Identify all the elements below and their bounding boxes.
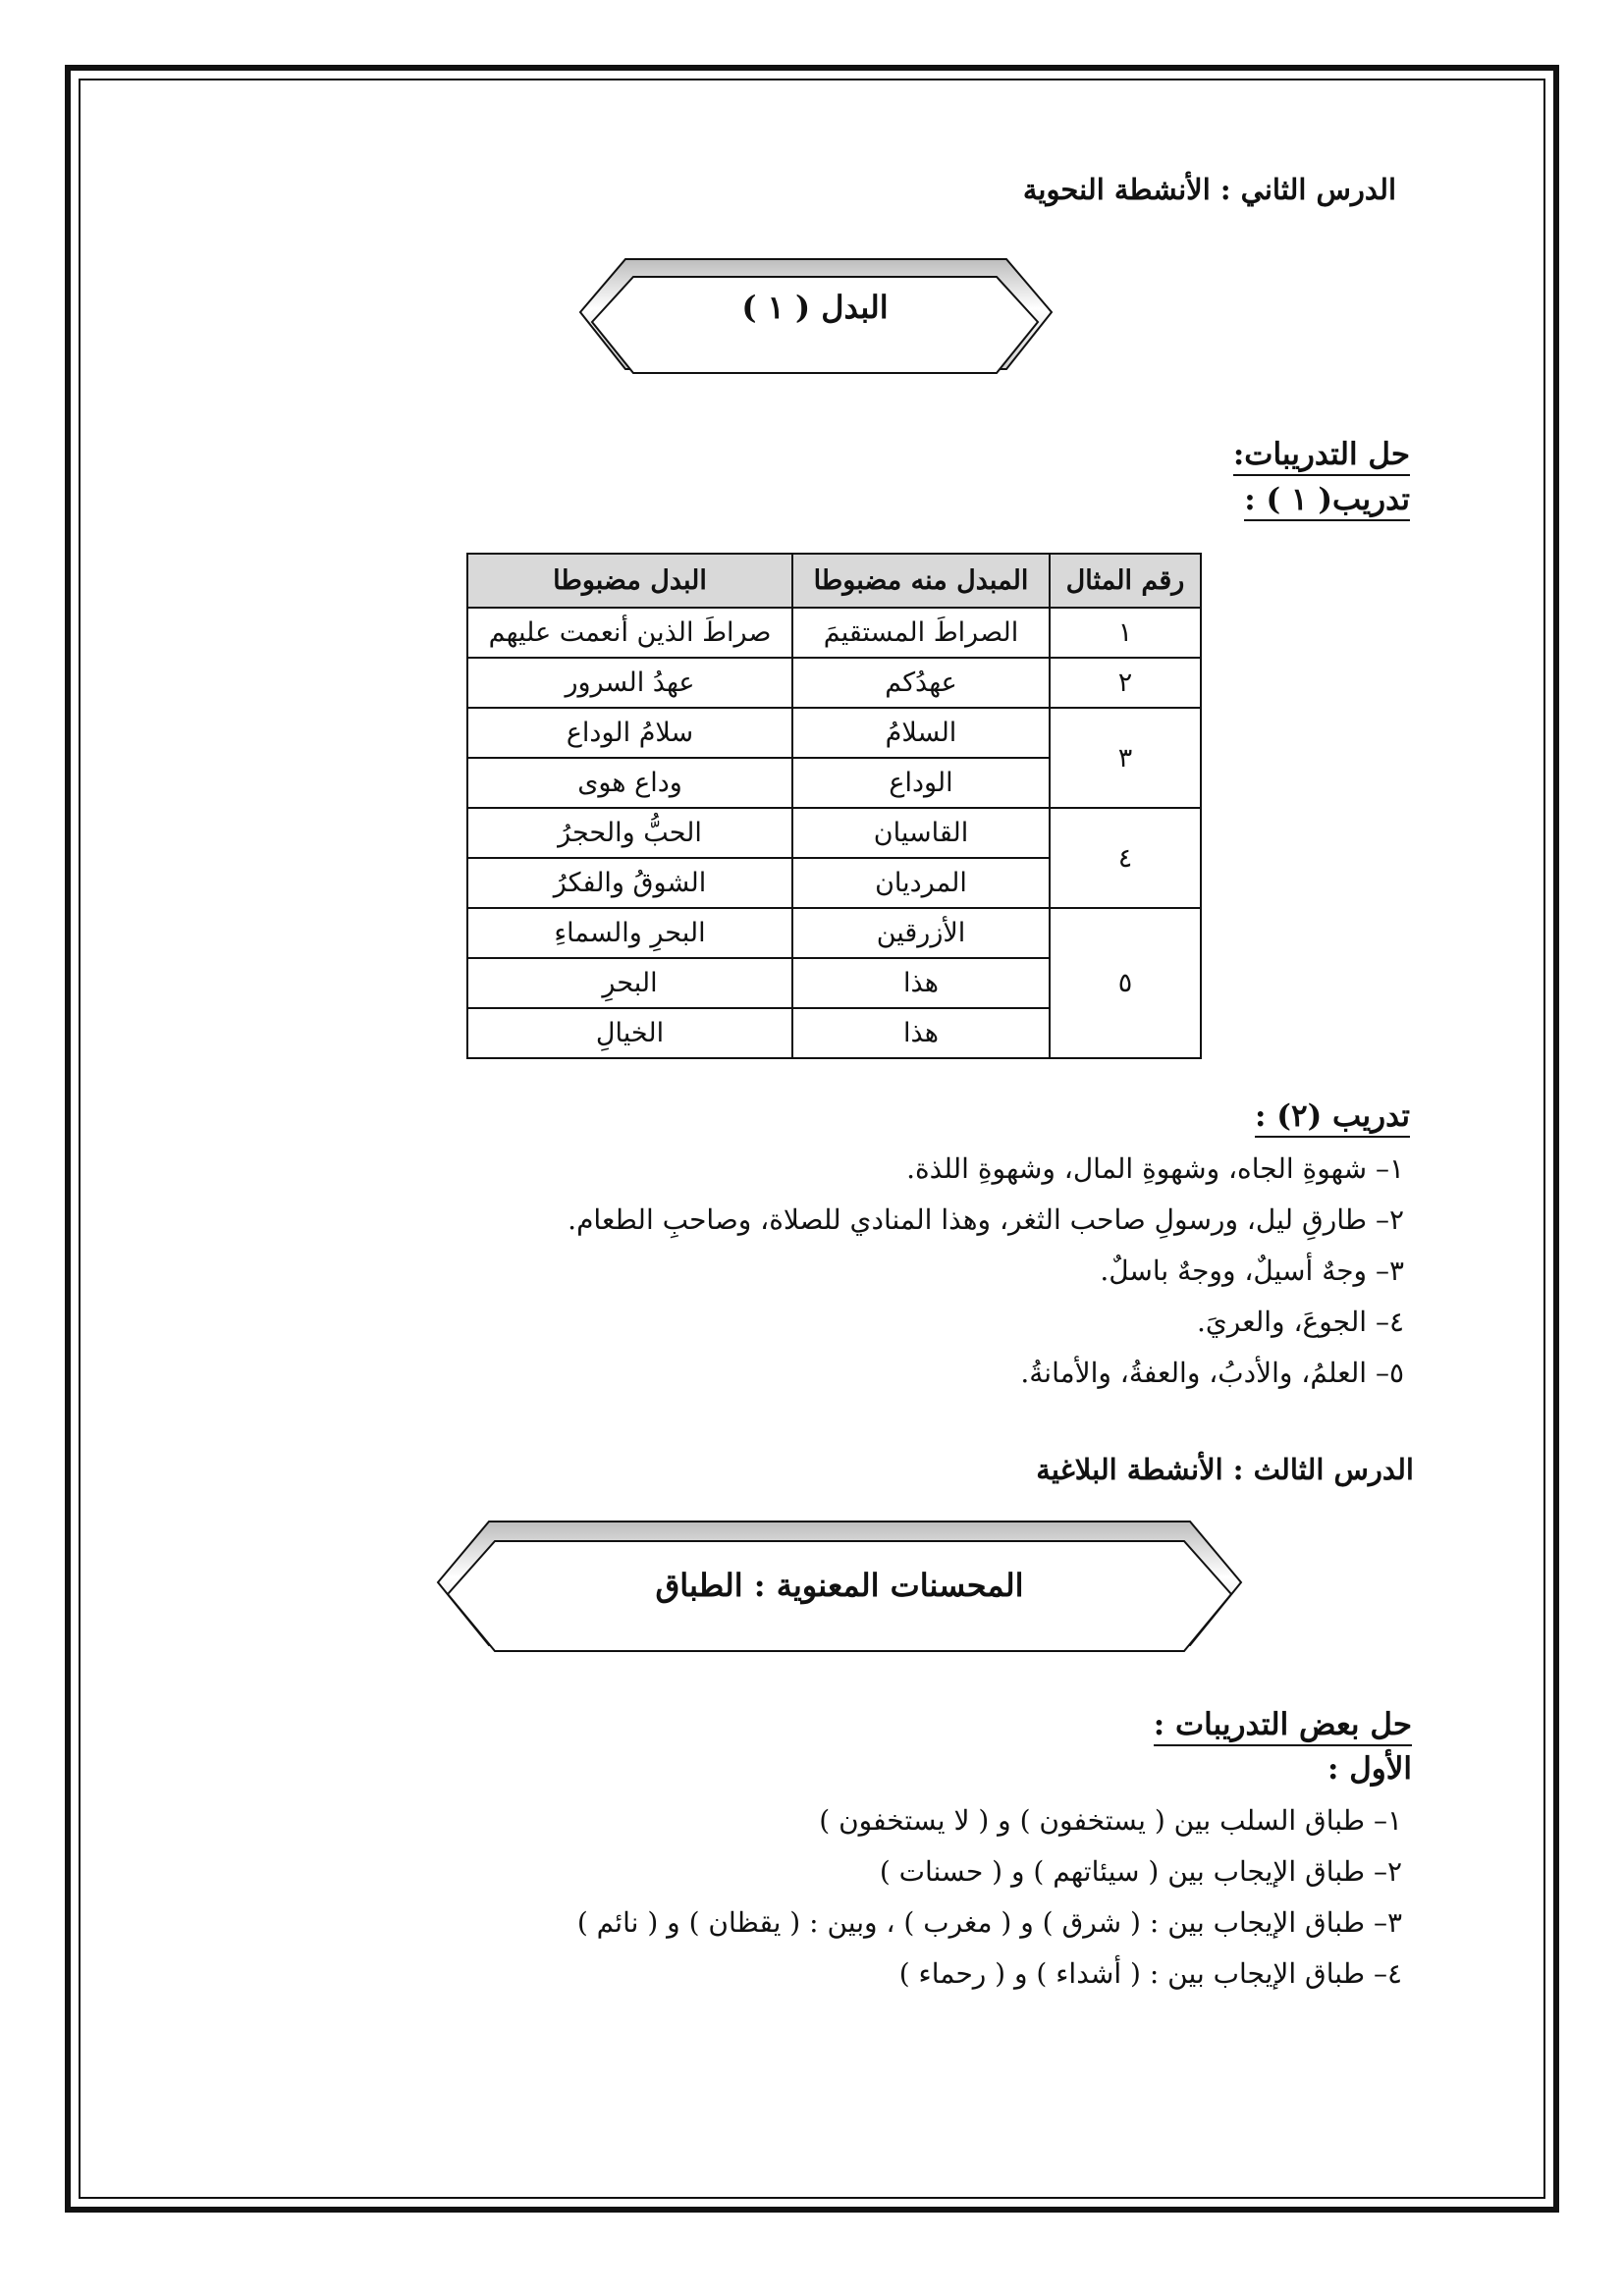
tibaq-item: ٢– طباق الإيجاب بين ( سيئاتهم ) و ( حسنات )	[879, 1855, 1402, 1888]
mubdal-cell: هذا	[792, 1008, 1050, 1058]
exercise2-item: ٢– طارقِ ليل، ورسولِ صاحب الثغر، وهذا المنادي للصلاة، وصاحبِ الطعام.	[568, 1203, 1404, 1236]
example-number: ٢	[1050, 658, 1201, 708]
exercise2-item: ٤– الجوعَ، والعريَ.	[1196, 1306, 1404, 1338]
banner-tibaq	[432, 1516, 1247, 1655]
exercise2-item: ٣– وجهٌ أسيلٌ، ووجهٌ باسلٌ.	[1100, 1255, 1404, 1287]
mubdal-cell: المرديان	[792, 858, 1050, 908]
example-number: ١	[1050, 608, 1201, 658]
header-badal: البدل مضبوطا	[467, 554, 792, 608]
banner-badal-text: البدل ( ١ )	[741, 289, 889, 326]
badal-cell: صراطَ الذين أنعمت عليهم	[467, 608, 792, 658]
badal-cell: سلامُ الوداع	[467, 708, 792, 758]
mubdal-cell: القاسيان	[792, 808, 1050, 858]
badal-cell: الحبُّ والحجرُ	[467, 808, 792, 858]
solutions-heading: حل التدريبات:	[1233, 436, 1410, 476]
badal-cell: عهدُ السرور	[467, 658, 792, 708]
table-row	[467, 708, 1201, 758]
badal-cell: البحرِ والسماءِ	[467, 908, 792, 958]
badal-cell: البحرِ	[467, 958, 792, 1008]
table-row	[467, 808, 1201, 858]
badal-cell: الشوقُ والفكرُ	[467, 858, 792, 908]
lesson3-title: الدرس الثالث : الأنشطة البلاغية	[1036, 1453, 1414, 1486]
exercise1-heading: تدريب( ١ ) :	[1244, 481, 1410, 521]
mubdal-cell: السلامُ	[792, 708, 1050, 758]
table-header-row	[467, 554, 1201, 608]
banner-tibaq-text: المحسنات المعنوية : الطباق	[655, 1567, 1024, 1604]
badal-cell: وداع هوى	[467, 758, 792, 808]
mubdal-cell: الأزرقين	[792, 908, 1050, 958]
mubdal-cell: عهدُكم	[792, 658, 1050, 708]
tibaq-item: ٤– طباق الإيجاب بين : ( أشداء ) و ( رحماء )	[898, 1957, 1402, 1990]
table-row	[467, 608, 1201, 658]
tibaq-item: ١– طباق السلب بين ( يستخفون ) و ( لا يستخفون )	[819, 1804, 1402, 1837]
exercise1-table	[466, 553, 1202, 1059]
exercise2-item: ٥– العلمُ، والأدبُ، والعفةُ، والأمانةُ.	[1020, 1357, 1404, 1389]
table-row	[467, 908, 1201, 958]
example-number: ٣	[1050, 708, 1201, 808]
mubdal-cell: هذا	[792, 958, 1050, 1008]
mubdal-cell: الوداع	[792, 758, 1050, 808]
exercise2-heading: تدريب (٢) :	[1255, 1097, 1410, 1138]
lesson2-title: الدرس الثاني : الأنشطة النحوية	[1022, 173, 1396, 206]
first-heading: الأول :	[1326, 1751, 1412, 1787]
exercise2-item: ١– شهوةِ الجاه، وشهوةِ المال، وشهوةِ اللذة.	[906, 1152, 1404, 1185]
some-solutions-heading: حل بعض التدريبات :	[1154, 1706, 1412, 1746]
example-number: ٤	[1050, 808, 1201, 908]
badal-cell: الخيالِ	[467, 1008, 792, 1058]
banner-badal	[574, 253, 1056, 381]
header-example-number: رقم المثال	[1050, 554, 1201, 608]
tibaq-item: ٣– طباق الإيجاب بين : ( شرق ) و ( مغرب ) ، وبين : ( يقظان ) و ( نائم )	[576, 1906, 1402, 1939]
table-row	[467, 658, 1201, 708]
example-number: ٥	[1050, 908, 1201, 1058]
header-mubdal-minhu: المبدل منه مضبوطا	[792, 554, 1050, 608]
mubdal-cell: الصراطَ المستقيمَ	[792, 608, 1050, 658]
